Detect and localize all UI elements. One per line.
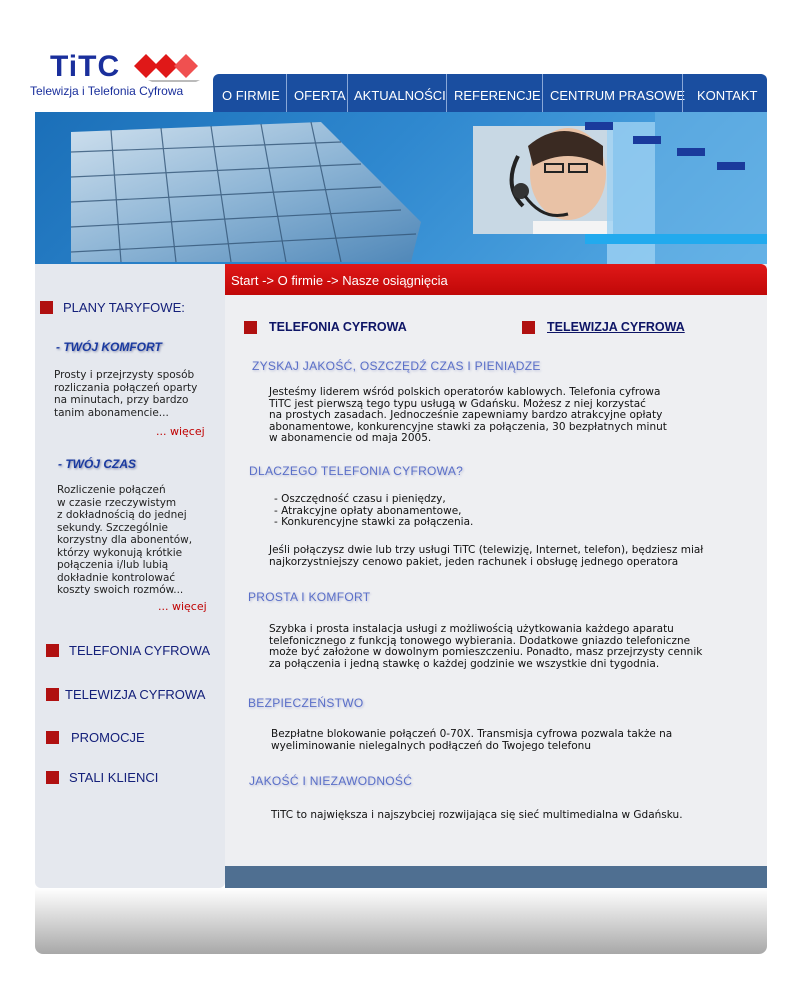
plan-twoj-czas-title[interactable]: - TWÓJ CZAS <box>58 457 136 471</box>
header-banner <box>35 112 767 264</box>
glass-building-image <box>71 122 421 262</box>
logo[interactable] <box>30 48 210 108</box>
nav-oferta[interactable]: OFERTA <box>286 74 347 112</box>
plan-twoj-komfort-more-link[interactable]: ... więcej <box>156 425 205 438</box>
breadcrumb: Start -> O firmie -> Nasze osiągnięcia <box>225 264 767 295</box>
nav-centrum-prasowe[interactable]: CENTRUM PRASOWE <box>542 74 682 112</box>
nav-o-firmie[interactable]: O FIRMIE <box>222 87 280 103</box>
tab-telewizja-cyfrowa[interactable] <box>522 320 685 334</box>
sidebar-heading <box>40 300 185 315</box>
section-text-zyskaj <box>269 387 667 445</box>
decorative-bars <box>585 112 767 264</box>
red-square-icon <box>46 771 59 784</box>
red-square-icon <box>522 321 535 334</box>
text-line: abonamentowe, konkurencyjne stawki za połączenia, 30 bezpłatnych minut <box>269 420 667 433</box>
nav-referencje[interactable]: REFERENCJE <box>446 74 542 112</box>
red-square-icon <box>46 688 59 701</box>
text-line: Jesteśmy liderem wśród polskich operatorów kablowych. Telefonia cyfrowa <box>269 386 661 398</box>
sidebar-link-telewizja[interactable] <box>46 687 205 702</box>
text-line: TiTC jest pierwszą tego typu usługą w Gdańsku. Możesz z niej korzystać <box>269 397 646 410</box>
desc-line: z dokładnością do jednej <box>57 509 187 521</box>
section-text-jakosc <box>271 810 683 822</box>
plan-twoj-czas-more-link[interactable]: ... więcej <box>158 600 207 613</box>
text-line: może być założone w dowolnym pomieszczeniu. Ponadto, masz przejrzysty cennik <box>269 646 703 658</box>
section-title-jakosc: JAKOŚĆ I NIEZAWODNOŚĆ <box>249 774 413 788</box>
sidebar-link-stali-klienci[interactable] <box>46 770 158 785</box>
text-line: wyeliminowanie nielegalnych podłączeń do Twojego telefonu <box>271 739 591 752</box>
bullet-line: - Oszczędność czasu i pieniędzy, <box>274 493 446 505</box>
red-square-icon <box>46 644 59 657</box>
sidebar-link-telefonia[interactable] <box>46 643 210 658</box>
desc-line: tanim abonamencie... <box>54 406 169 419</box>
desc-line: koszty swoich rozmów... <box>57 584 184 596</box>
red-square-icon <box>244 321 257 334</box>
content-footer-bar <box>225 866 767 888</box>
tab-label: TELEWIZJA CYFROWA <box>547 320 685 334</box>
sidebar-link-label: TELEWIZJA CYFROWA <box>65 687 206 702</box>
desc-line: Rozliczenie połączeń <box>57 484 166 496</box>
text-line: na prostych zasadach. Jednocześnie zapewniamy bardzo atrakcyjne opłaty <box>269 409 663 421</box>
sidebar-link-promocje[interactable] <box>46 730 145 745</box>
text-line: za połączenia i jedną stawkę o każdej godzinie we wszystkie dni tygodnia. <box>269 657 660 670</box>
desc-line: rozliczania połączeń oparty <box>54 381 198 394</box>
sidebar-link-label: TELEFONIA CYFROWA <box>69 643 211 658</box>
logo-name: TiTC <box>50 50 121 83</box>
red-square-icon <box>46 731 59 744</box>
section-bullets-dlaczego <box>274 494 473 529</box>
desc-line: korzystny dla abonentów, <box>57 534 193 546</box>
text-line: TiTC to największa i najszybciej rozwijająca się sieć multimedialna w Gdańsku. <box>271 809 683 821</box>
plan-twoj-czas-desc <box>57 484 192 597</box>
desc-line: w czasie rzeczywistym <box>57 496 177 509</box>
nav-kontakt[interactable]: KONTAKT <box>682 74 767 112</box>
tab-telefonia-cyfrowa[interactable] <box>244 320 407 334</box>
section-title-prosta: PROSTA I KOMFORT <box>248 590 371 604</box>
text-line: najkorzystniejszy cenowo pakiet, jeden rachunek i obsługę jednego operatora <box>269 555 679 568</box>
nav-aktualnosci[interactable]: AKTUALNOŚCI <box>347 74 446 112</box>
section-title-bezpieczenstwo: BEZPIECZEŃSTWO <box>248 696 364 710</box>
section-title-dlaczego: DLACZEGO TELEFONIA CYFROWA? <box>249 464 464 478</box>
section-text-prosta <box>269 624 702 670</box>
plan-twoj-komfort-title[interactable]: - TWÓJ KOMFORT <box>56 340 162 354</box>
tab-label: TELEFONIA CYFROWA <box>269 320 407 334</box>
bullet-line: - Atrakcyjne opłaty abonamentowe, <box>274 504 462 517</box>
main-navigation <box>213 74 767 112</box>
section-text-dlaczego <box>269 545 703 568</box>
text-line: w abonamencie od maja 2005. <box>269 432 432 444</box>
desc-line: dokładnie kontrolować <box>57 571 176 584</box>
desc-line: którzy wykonują krótkie <box>57 546 183 559</box>
section-title-zyskaj: ZYSKAJ JAKOŚĆ, OSZCZĘDŹ CZAS I PIENIĄDZE <box>252 359 541 373</box>
text-line: telefonicznego z funkcją tonowego wybierania. Dodatkowe gniazdo telefoniczne <box>269 634 691 647</box>
sidebar-link-label: STALI KLIENCI <box>69 770 159 785</box>
bullet-line: - Konkurencyjne stawki za połączenia. <box>274 516 474 528</box>
text-line: Bezpłatne blokowanie połączeń 0-70X. Transmisja cyfrowa pozwala także na <box>271 728 673 740</box>
plan-twoj-komfort-desc <box>54 369 197 419</box>
text-line: Szybka i prosta instalacja usługi z możliwością użytkowania każdego aparatu <box>269 623 674 635</box>
logo-diamonds-icon <box>134 52 214 82</box>
page-footer <box>35 888 767 954</box>
desc-line: Prosty i przejrzysty sposób <box>54 369 195 381</box>
text-line: Jeśli połączysz dwie lub trzy usługi TiTC (telewizję, Internet, telefon), będziesz miał <box>269 544 704 556</box>
sidebar-link-label: PROMOCJE <box>71 730 145 745</box>
red-square-icon <box>40 301 53 314</box>
desc-line: na minutach, przy bardzo <box>54 394 189 406</box>
sidebar-heading-text: PLANY TARYFOWE: <box>63 300 185 315</box>
desc-line: sekundy. Szczególnie <box>57 521 169 534</box>
desc-line: połączenia i/lub lubią <box>57 559 169 571</box>
logo-tagline: Telewizja i Telefonia Cyfrowa <box>30 84 184 98</box>
section-text-bezpieczenstwo <box>271 729 672 752</box>
